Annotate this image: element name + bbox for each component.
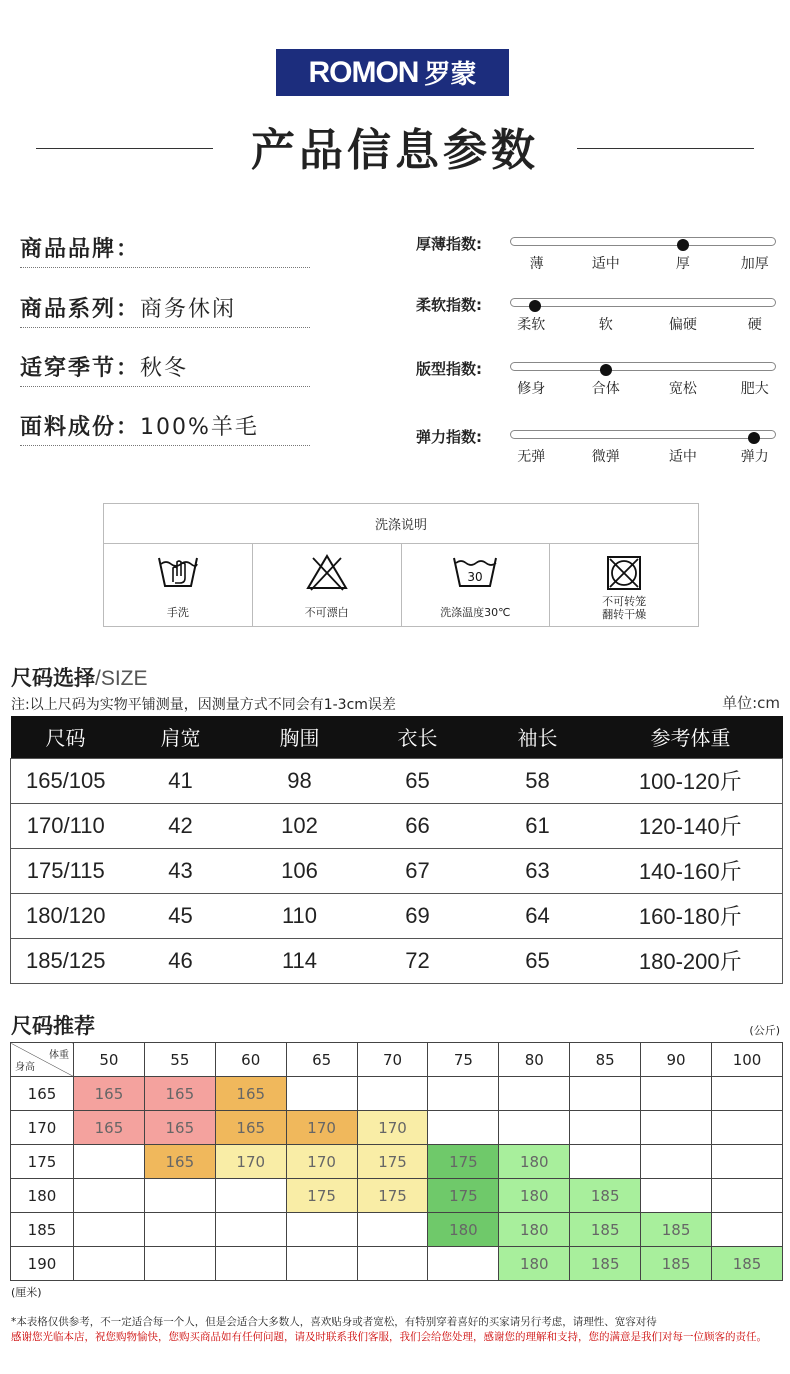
size-cell: 110 [241, 893, 359, 938]
no-bleach-icon [305, 552, 349, 592]
height-header: 190 [11, 1247, 74, 1281]
size-table-row [11, 758, 783, 803]
size-cell: 46 [121, 938, 241, 983]
info-label: 商品系列： [20, 297, 141, 322]
index-tick: 无弹 [517, 449, 546, 465]
index-name: 版型指数: [416, 360, 482, 378]
recommend-row [11, 1077, 783, 1111]
recommend-cell [215, 1247, 286, 1281]
size-table-row [11, 803, 783, 848]
weight-header: 80 [499, 1043, 570, 1077]
recommend-cell [712, 1145, 783, 1179]
index-tick: 柔软 [517, 317, 546, 333]
index-tick: 修身 [517, 381, 546, 397]
recommend-cell [428, 1111, 499, 1145]
recommend-cell [74, 1213, 145, 1247]
recommend-row [11, 1179, 783, 1213]
recommend-title: 尺码推荐 [11, 1014, 95, 1038]
height-header: 185 [11, 1213, 74, 1247]
index-name: 厚薄指数: [416, 235, 482, 253]
wash-item-hand [104, 544, 253, 627]
recommend-cell [215, 1179, 286, 1213]
info-row-series [20, 288, 310, 328]
info-value: 100%羊毛 [140, 415, 259, 440]
recommend-cell: 180 [499, 1145, 570, 1179]
weight-header: 100 [712, 1043, 783, 1077]
wash-label: 不可转笼 翻转干燥 [602, 595, 647, 621]
recommend-cell: 180 [499, 1247, 570, 1281]
index-name: 弹力指数: [416, 428, 482, 446]
size-cell: 180-200斤 [599, 938, 783, 983]
recommend-cell [357, 1213, 428, 1247]
size-col-header: 参考体重 [599, 716, 783, 758]
index-name: 柔软指数: [416, 296, 482, 314]
recommend-cell [428, 1077, 499, 1111]
recommend-cell: 180 [499, 1213, 570, 1247]
recommend-corner [11, 1043, 74, 1077]
size-col-header: 胸围 [241, 716, 359, 758]
wash-label: 手洗 [166, 606, 189, 619]
recommend-cell: 170 [215, 1145, 286, 1179]
recommend-cell [641, 1179, 712, 1213]
recommend-cell [144, 1213, 215, 1247]
size-cell: 165/105 [11, 758, 121, 803]
size-cell: 114 [241, 938, 359, 983]
footer-disclaimer: *本表格仅供参考，不一定适合每一个人，但是会适合大多数人，喜欢贴身或者宽松，有特别穿着喜好的买家请另行考虑，请理性、宽容对待 [11, 1316, 657, 1328]
size-cell: 65 [359, 758, 477, 803]
size-col-header: 衣长 [359, 716, 477, 758]
index-track [510, 430, 776, 439]
recommend-row [11, 1145, 783, 1179]
index-track [510, 298, 776, 307]
recommend-cell: 180 [428, 1213, 499, 1247]
index-marker [748, 432, 760, 444]
size-cell: 64 [477, 893, 599, 938]
index-marker [600, 364, 612, 376]
recommend-cell: 165 [215, 1111, 286, 1145]
brand-logo [276, 49, 509, 96]
wash-30-icon [451, 552, 499, 590]
height-header: 170 [11, 1111, 74, 1145]
recommend-cell: 175 [428, 1179, 499, 1213]
info-row-fabric [20, 406, 310, 446]
recommend-cell [357, 1077, 428, 1111]
recommend-cell [641, 1145, 712, 1179]
weight-unit: (公斤) [749, 1024, 780, 1037]
recommend-cell: 185 [712, 1247, 783, 1281]
size-cell: 72 [359, 938, 477, 983]
size-cell: 102 [241, 803, 359, 848]
recommend-cell [74, 1145, 145, 1179]
recommend-cell [712, 1213, 783, 1247]
size-cell: 160-180斤 [599, 893, 783, 938]
info-value: 商务休闲 [140, 297, 237, 322]
index-tick: 适中 [668, 449, 697, 465]
weight-header: 60 [215, 1043, 286, 1077]
index-tick: 肥大 [740, 381, 769, 397]
size-cell: 67 [359, 848, 477, 893]
index-tick: 硬 [747, 317, 762, 333]
recommend-cell [570, 1077, 641, 1111]
wash-instructions [103, 503, 699, 627]
size-cell: 45 [121, 893, 241, 938]
recommend-cell [286, 1213, 357, 1247]
recommend-cell [74, 1247, 145, 1281]
recommend-cell [641, 1111, 712, 1145]
recommend-cell: 170 [286, 1111, 357, 1145]
size-section-title [11, 662, 148, 692]
weight-header: 75 [428, 1043, 499, 1077]
index-marker [529, 300, 541, 312]
recommend-cell: 185 [641, 1213, 712, 1247]
recommend-cell [570, 1145, 641, 1179]
recommend-cell [499, 1111, 570, 1145]
recommend-cell: 165 [215, 1077, 286, 1111]
recommend-cell: 185 [641, 1247, 712, 1281]
height-header: 165 [11, 1077, 74, 1111]
logo-en: ROMON [308, 55, 419, 89]
height-unit: (厘米) [11, 1286, 42, 1299]
wash-temp-value: 30 [467, 570, 484, 584]
recommend-cell: 165 [74, 1077, 145, 1111]
size-cell: 43 [121, 848, 241, 893]
recommend-cell [712, 1179, 783, 1213]
recommend-cell [712, 1077, 783, 1111]
info-label: 面料成份： [20, 415, 141, 440]
recommend-cell [570, 1111, 641, 1145]
size-cell: 140-160斤 [599, 848, 783, 893]
recommend-cell: 175 [357, 1179, 428, 1213]
index-tick: 薄 [529, 256, 544, 272]
index-tick: 宽松 [668, 381, 697, 397]
index-tick: 加厚 [740, 256, 769, 272]
recommend-cell: 185 [570, 1213, 641, 1247]
recommend-cell [215, 1213, 286, 1247]
size-table-row [11, 938, 783, 983]
no-tumble-dry-icon [605, 554, 643, 592]
weight-header: 50 [74, 1043, 145, 1077]
size-table [10, 716, 783, 984]
info-row-season [20, 347, 310, 387]
recommend-cell [641, 1077, 712, 1111]
size-table-header [11, 716, 783, 758]
info-label: 适穿季节： [20, 356, 141, 381]
info-value: 秋冬 [140, 356, 189, 381]
size-table-row [11, 893, 783, 938]
index-track [510, 237, 776, 246]
weight-header: 70 [357, 1043, 428, 1077]
weight-header: 90 [641, 1043, 712, 1077]
index-ticks [510, 253, 776, 273]
index-tick: 弹力 [740, 449, 769, 465]
recommend-row [11, 1247, 783, 1281]
recommend-cell: 175 [428, 1145, 499, 1179]
size-cell: 61 [477, 803, 599, 848]
recommend-cell [286, 1077, 357, 1111]
recommend-cell [286, 1247, 357, 1281]
size-title: 尺码选择 [11, 666, 95, 690]
recommend-cell: 180 [499, 1179, 570, 1213]
size-cell: 58 [477, 758, 599, 803]
weight-header: 55 [144, 1043, 215, 1077]
recommend-header-row [11, 1043, 783, 1077]
recommend-row [11, 1213, 783, 1247]
recommend-cell [144, 1247, 215, 1281]
recommend-cell: 165 [74, 1111, 145, 1145]
size-cell: 170/110 [11, 803, 121, 848]
footer-thanks: 感谢您光临本店，祝您购物愉快，您购买商品如有任何问题，请及时联系我们客服，我们会给您处理，感谢您的理解和支持，您的满意是我们对每一位顾客的责任。 [11, 1331, 767, 1343]
height-header: 180 [11, 1179, 74, 1213]
height-header: 175 [11, 1145, 74, 1179]
recommend-cell: 170 [286, 1145, 357, 1179]
corner-height: 身高 [15, 1062, 35, 1073]
index-tick: 适中 [591, 256, 620, 272]
recommend-row [11, 1111, 783, 1145]
wash-label: 不可漂白 [304, 606, 349, 619]
size-cell: 175/115 [11, 848, 121, 893]
size-col-header: 袖长 [477, 716, 599, 758]
index-tick: 合体 [591, 381, 620, 397]
size-cell: 98 [241, 758, 359, 803]
corner-weight: 体重 [49, 1050, 69, 1061]
index-ticks [510, 446, 776, 466]
index-ticks [510, 314, 776, 334]
index-tick: 偏硬 [668, 317, 697, 333]
logo-cn: 罗蒙 [424, 60, 477, 90]
size-cell: 66 [359, 803, 477, 848]
wash-item-tumble [550, 544, 698, 627]
size-table-row [11, 848, 783, 893]
recommend-cell: 165 [144, 1145, 215, 1179]
hand-wash-icon [156, 552, 200, 590]
size-col-header: 肩宽 [121, 716, 241, 758]
recommend-cell: 165 [144, 1077, 215, 1111]
recommend-cell [144, 1179, 215, 1213]
size-cell: 63 [477, 848, 599, 893]
size-cell: 100-120斤 [599, 758, 783, 803]
recommend-cell [712, 1111, 783, 1145]
page-title-block [0, 114, 790, 178]
recommend-cell: 175 [286, 1179, 357, 1213]
size-unit: 单位:cm [722, 694, 780, 712]
recommend-table [10, 1042, 783, 1281]
size-cell: 185/125 [11, 938, 121, 983]
recommend-cell: 175 [357, 1145, 428, 1179]
size-note: 注:以上尺码为实物平铺测量，因测量方式不同会有1-3cm误差 [11, 697, 396, 713]
size-col-header: 尺码 [11, 716, 121, 758]
index-track [510, 362, 776, 371]
index-tick: 微弹 [591, 449, 620, 465]
index-tick: 软 [598, 317, 613, 333]
wash-item-temp [402, 544, 551, 627]
wash-label: 洗涤温度30℃ [440, 606, 511, 619]
size-cell: 41 [121, 758, 241, 803]
info-label: 商品品牌： [20, 237, 141, 262]
recommend-cell: 170 [357, 1111, 428, 1145]
recommend-cell: 185 [570, 1179, 641, 1213]
recommend-cell [428, 1247, 499, 1281]
recommend-cell: 165 [144, 1111, 215, 1145]
size-cell: 180/120 [11, 893, 121, 938]
page-title: 产品信息参数 [251, 125, 539, 176]
weight-header: 65 [286, 1043, 357, 1077]
index-tick: 厚 [675, 256, 690, 272]
title-divider-right [577, 148, 754, 149]
size-cell: 69 [359, 893, 477, 938]
recommend-cell [499, 1077, 570, 1111]
recommend-cell [357, 1247, 428, 1281]
index-ticks [510, 378, 776, 398]
recommend-cell [74, 1179, 145, 1213]
weight-header: 85 [570, 1043, 641, 1077]
recommend-cell: 185 [570, 1247, 641, 1281]
size-cell: 120-140斤 [599, 803, 783, 848]
title-divider-left [36, 148, 213, 149]
size-cell: 42 [121, 803, 241, 848]
info-row-brand [20, 228, 310, 268]
wash-item-bleach [253, 544, 402, 627]
size-cell: 106 [241, 848, 359, 893]
index-marker [677, 239, 689, 251]
size-cell: 65 [477, 938, 599, 983]
wash-title: 洗涤说明 [104, 504, 698, 544]
size-title-en: /SIZE [95, 667, 148, 690]
